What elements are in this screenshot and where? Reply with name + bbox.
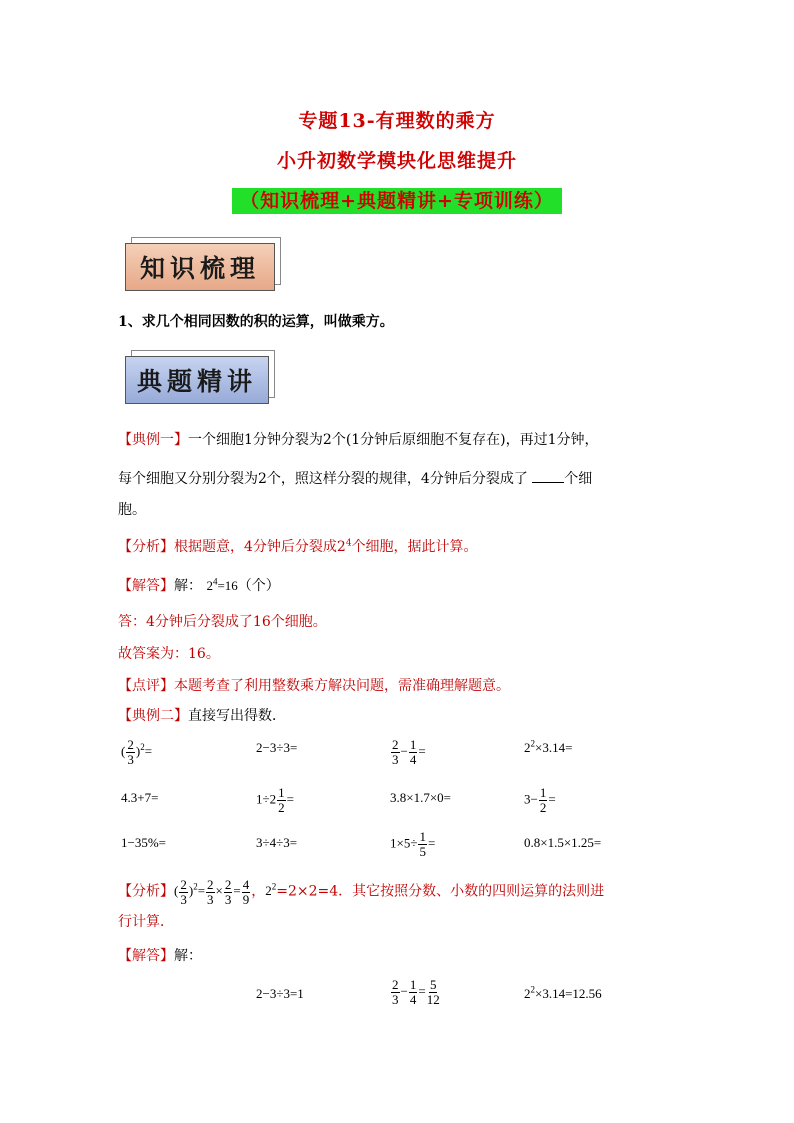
example2-solution-tag: 【解答】 <box>118 948 174 964</box>
solution-unit: （个） <box>237 578 280 594</box>
example1-tag: 【典例一】 <box>118 432 188 448</box>
example1-text-line1: 一个细胞1分钟分裂为2个(1分钟后原细胞不复存在)，再过1分钟， <box>188 432 599 448</box>
solution-lead: 解： <box>174 578 202 594</box>
analysis-text-a: 根据题意，4分钟后分裂成2 <box>174 539 346 555</box>
example1-line3: 胞。 <box>118 502 146 518</box>
exercise-r2c4: 3− $\frac{1}{2}$ = <box>524 785 556 815</box>
exercise-r1c3: $\frac{2}{3}$ − $\frac{1}{4}$ = <box>392 737 426 767</box>
example2-heading <box>118 706 286 726</box>
exercise-r3c1: 1−35%= <box>121 835 166 850</box>
exercise-r2c2: 1÷2 $\frac{1}{2}$ = <box>256 785 294 815</box>
subtitle-band: （知识梳理+典题精讲+专项训练） <box>232 188 562 214</box>
solution-r1c2: 2−3÷3=1 <box>256 986 304 1001</box>
comment-tag: 【点评】 <box>118 678 174 694</box>
example2-analysis-tag: 【分析】 <box>118 883 174 900</box>
exercise-r1c2: 2−3÷3= <box>256 740 298 755</box>
exercise-r1c1: ( $\frac{2}{3}$ )$^2$= <box>121 737 153 767</box>
answer-blank[interactable] <box>532 468 564 483</box>
comment-text: 本题考查了利用整数乘方解决问题，需准确理解题意。 <box>174 678 510 694</box>
page-subtitle: 小升初数学模块化思维提升 <box>276 150 517 172</box>
example1-answer: 答：4分钟后分裂成了16个细胞。 <box>118 614 327 630</box>
analysis-exponent: 4 <box>345 538 352 549</box>
exercise-r2c3: 3.8×1.7×0= <box>390 790 451 805</box>
example1-text-line2b: 个细 <box>564 471 593 487</box>
section-banner-examples: 典题精讲 <box>125 356 269 404</box>
example2-solution <box>118 946 202 966</box>
solution-r1c3: $\frac{2}{3}$ − $\frac{1}{4}$ = $\frac{5}{12}$ <box>392 977 440 1007</box>
subtitle-band-wrap <box>0 186 794 213</box>
exercise-r2c1: 4.3+7= <box>121 790 159 805</box>
exercise-r3c3: 1×5÷ $\frac{1}{5}$ = <box>390 829 436 859</box>
example1-line1 <box>118 430 599 450</box>
example1-analysis <box>118 537 478 557</box>
page-title: 专题13-有理数的乘方 <box>298 110 496 132</box>
exercise-r3c4: 0.8×1.5×1.25= <box>524 835 602 850</box>
solution-tag: 【解答】 <box>118 578 174 594</box>
example2-analysis-line2: 行计算． <box>118 914 174 930</box>
solution-expression: $2^4=16$ <box>206 576 238 593</box>
example1-solution <box>118 576 280 596</box>
analysis-tag: 【分析】 <box>118 539 174 555</box>
section-banner-knowledge: 知识梳理 <box>125 243 275 291</box>
example1-line2 <box>118 468 592 489</box>
analysis-text-b: 个细胞，据此计算。 <box>351 539 478 555</box>
knowledge-point: 1、求几个相同因数的积的运算，叫做乘方。 <box>118 314 394 330</box>
example1-text-line2a: 每个细胞又分别分裂为2个，照这样分裂的规律，4分钟后分裂成了 <box>118 471 528 487</box>
example2-solution-lead: 解： <box>174 948 202 964</box>
example2-prompt: 直接写出得数． <box>188 708 286 724</box>
analysis-2-squared: $2^2$ <box>265 882 277 899</box>
example2-tag: 【典例二】 <box>118 708 188 724</box>
example2-analysis-text: =2×2=4．其它按照分数、小数的四则运算的法则进 <box>276 883 605 900</box>
solution-r1c4: $2^2\times 3.14=12.56$ <box>524 984 602 1001</box>
exercise-r3c2: 3÷4÷3= <box>256 835 298 850</box>
example2-analysis: 【分析】( $\frac{2}{3}$ )$^2$= $\frac{2}{3}$ × $\frac{2}{3}$ = $\frac{4}{9}$ ，$2^2=2\times 2=4$．其它按照分数、小数的四则运算的法则进 <box>118 877 605 907</box>
example1-final: 故答案为：16。 <box>118 646 220 662</box>
example1-comment <box>118 676 510 696</box>
exercise-r1c4: $2^2\times 3.14=$ <box>524 738 573 755</box>
